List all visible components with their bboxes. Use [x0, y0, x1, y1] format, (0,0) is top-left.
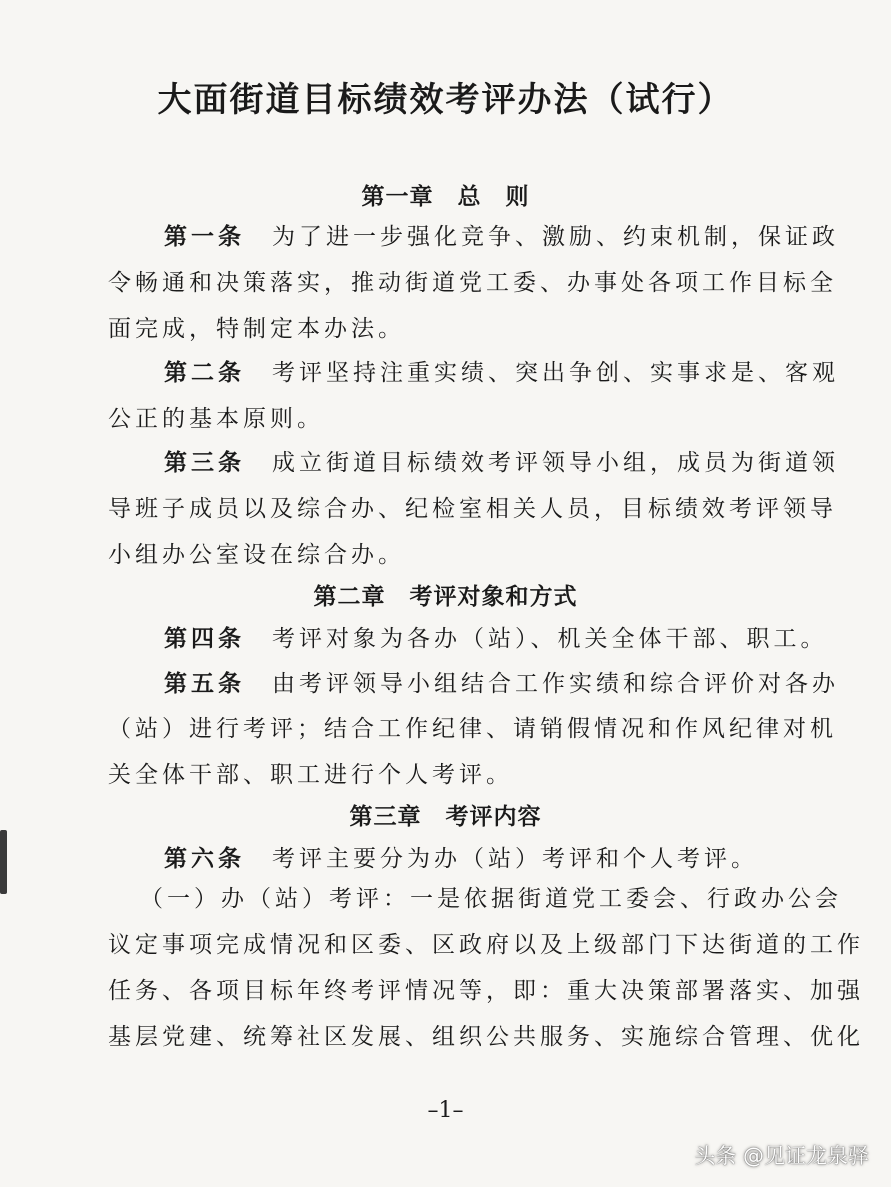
watermark: 头条 @见证龙泉驿	[694, 1144, 869, 1168]
paragraph-1-line-4: 基层党建、统筹社区发展、组织公共服务、实施综合管理、优化	[108, 1024, 864, 1050]
chapter-3-heading: 第三章 考评内容	[349, 804, 542, 830]
article-2-line-1	[164, 354, 839, 387]
article-2-label: 第二条	[164, 360, 245, 386]
article-6-line-1	[164, 840, 758, 873]
page-number: –1–	[427, 1098, 464, 1123]
article-2-line-2: 公正的基本原则。	[108, 406, 324, 432]
scan-edge-mark	[0, 830, 7, 894]
article-3-line-3: 小组办公室设在综合办。	[108, 542, 405, 568]
article-2-text: 考评坚持注重实绩、突出争创、实事求是、客观	[272, 360, 839, 386]
article-1-text: 为了进一步强化竞争、激励、约束机制，保证政	[272, 224, 839, 250]
article-1-line-3: 面完成，特制定本办法。	[108, 316, 405, 342]
chapter-2-heading: 第二章 考评对象和方式	[313, 584, 578, 610]
paragraph-1-line-2: 议定事项完成情况和区委、区政府以及上级部门下达街道的工作	[108, 932, 864, 958]
document-title: 大面街道目标绩效考评办法（试行）	[157, 80, 734, 120]
article-6-label: 第六条	[164, 846, 245, 872]
article-3-line-2: 导班子成员以及综合办、纪检室相关人员，目标绩效考评领导	[108, 496, 837, 522]
article-4-text: 考评对象为各办（站）、机关全体干部、职工。	[272, 626, 828, 652]
article-4-line-1	[164, 620, 828, 653]
paragraph-1-line-1: （一）办（站）考评：一是依据街道党工委会、行政办公会	[140, 886, 842, 912]
article-4-label: 第四条	[164, 626, 245, 652]
article-5-label: 第五条	[164, 671, 245, 697]
article-5-line-2: （站）进行考评；结合工作纪律、请销假情况和作风纪律对机	[108, 716, 837, 742]
article-5-line-3: 关全体干部、职工进行个人考评。	[108, 762, 513, 788]
article-5-line-1	[164, 665, 839, 698]
article-6-text: 考评主要分为办（站）考评和个人考评。	[272, 846, 758, 872]
article-3-text: 成立街道目标绩效考评领导小组，成员为街道领	[272, 450, 839, 476]
article-1-line-2: 令畅通和决策落实，推动街道党工委、办事处各项工作目标全	[108, 270, 837, 296]
paragraph-1-line-3: 任务、各项目标年终考评情况等，即：重大决策部署落实、加强	[108, 978, 864, 1004]
article-1-label: 第一条	[164, 224, 245, 250]
article-3-label: 第三条	[164, 450, 245, 476]
article-3-line-1	[164, 444, 839, 477]
article-1-line-1	[164, 218, 839, 251]
article-5-text: 由考评领导小组结合工作实绩和综合评价对各办	[272, 671, 839, 697]
chapter-1-heading: 第一章 总 则	[361, 184, 530, 210]
